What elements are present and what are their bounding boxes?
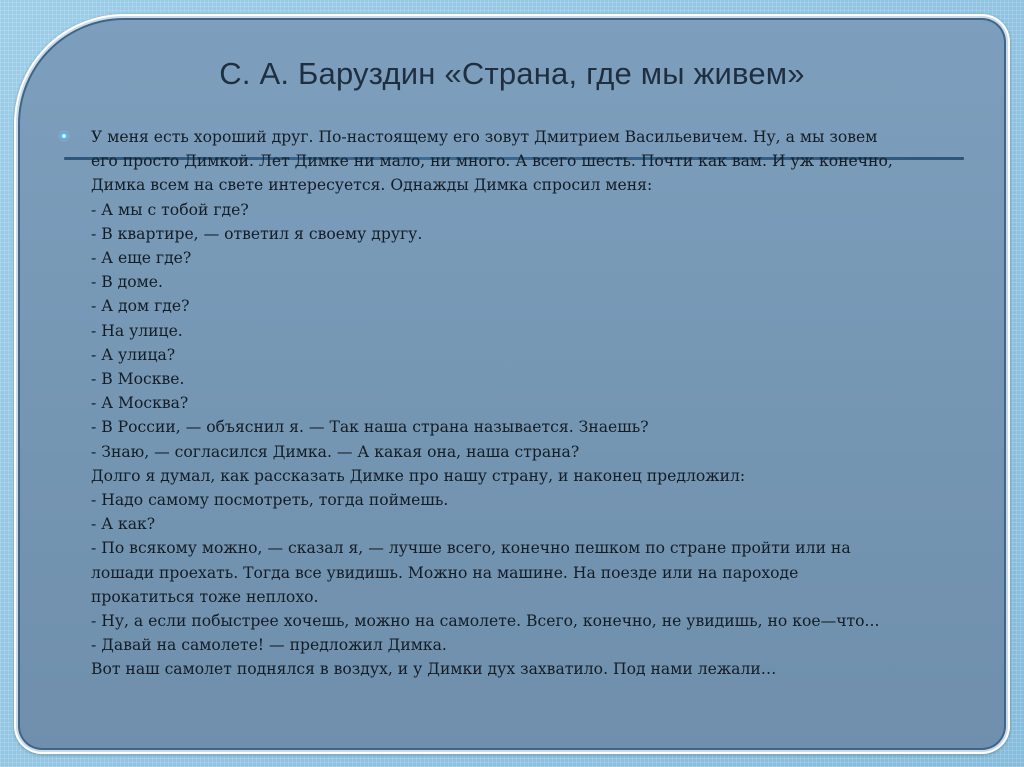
- text-line: - На улице.: [91, 321, 183, 340]
- text-line: - А мы с тобой где?: [91, 200, 249, 219]
- text-line: У меня есть хороший друг. По-настоящему его зовут Дмитрием Васильевичем. Ну, а мы зовем: [91, 128, 878, 146]
- text-line: - А дом где?: [91, 297, 190, 316]
- text-line: - Знаю, — согласился Димка. — А какая она, наша страна?: [91, 442, 580, 461]
- text-line: прокатиться тоже неплохо.: [91, 587, 319, 606]
- text-line: - А еще где?: [91, 249, 192, 268]
- bullet-dot-icon: [60, 132, 68, 140]
- text-line: - А как?: [91, 515, 156, 534]
- text-line: Вот наш самолет поднялся в воздух, и у Димки дух захватило. Под нами лежали…: [91, 660, 777, 679]
- text-line: - В квартире, — ответил я своему другу.: [91, 224, 423, 243]
- story-text: [91, 125, 971, 682]
- text-line: - Надо самому посмотреть, тогда поймешь.: [91, 491, 449, 510]
- text-line: лошади проехать. Тогда все увидишь. Можно на машине. На поезде или на пароходе: [91, 563, 799, 582]
- text-line: - В России, — объяснил я. — Так наша страна называется. Знаешь?: [91, 418, 649, 437]
- text-line: - Давай на самолете! — предложил Димка.: [91, 636, 447, 655]
- text-line: его просто Димкой. Лет Димке ни мало, ни много. А всего шесть. Почти как вам. И уж конечно,: [91, 152, 893, 171]
- text-line: Димка всем на свете интересуется. Однажды Димка спросил меня:: [91, 176, 653, 195]
- text-line: - По всякому можно, — сказал я, — лучше всего, конечно пешком по стране пройти или на: [91, 539, 851, 558]
- slide-title: С. А. Баруздин «Страна, где мы живем»: [219, 56, 805, 91]
- text-line: Долго я думал, как рассказать Димке про нашу страну, и наконец предложил:: [91, 466, 746, 485]
- text-line: - А Москва?: [91, 394, 189, 413]
- text-line: - Ну, а если побыстрее хочешь, можно на самолете. Всего, конечно, не увидишь, но кое—что...: [91, 612, 880, 631]
- text-line: - В доме.: [91, 273, 163, 292]
- text-line: - А улица?: [91, 345, 176, 364]
- text-line: - В Москве.: [91, 370, 185, 389]
